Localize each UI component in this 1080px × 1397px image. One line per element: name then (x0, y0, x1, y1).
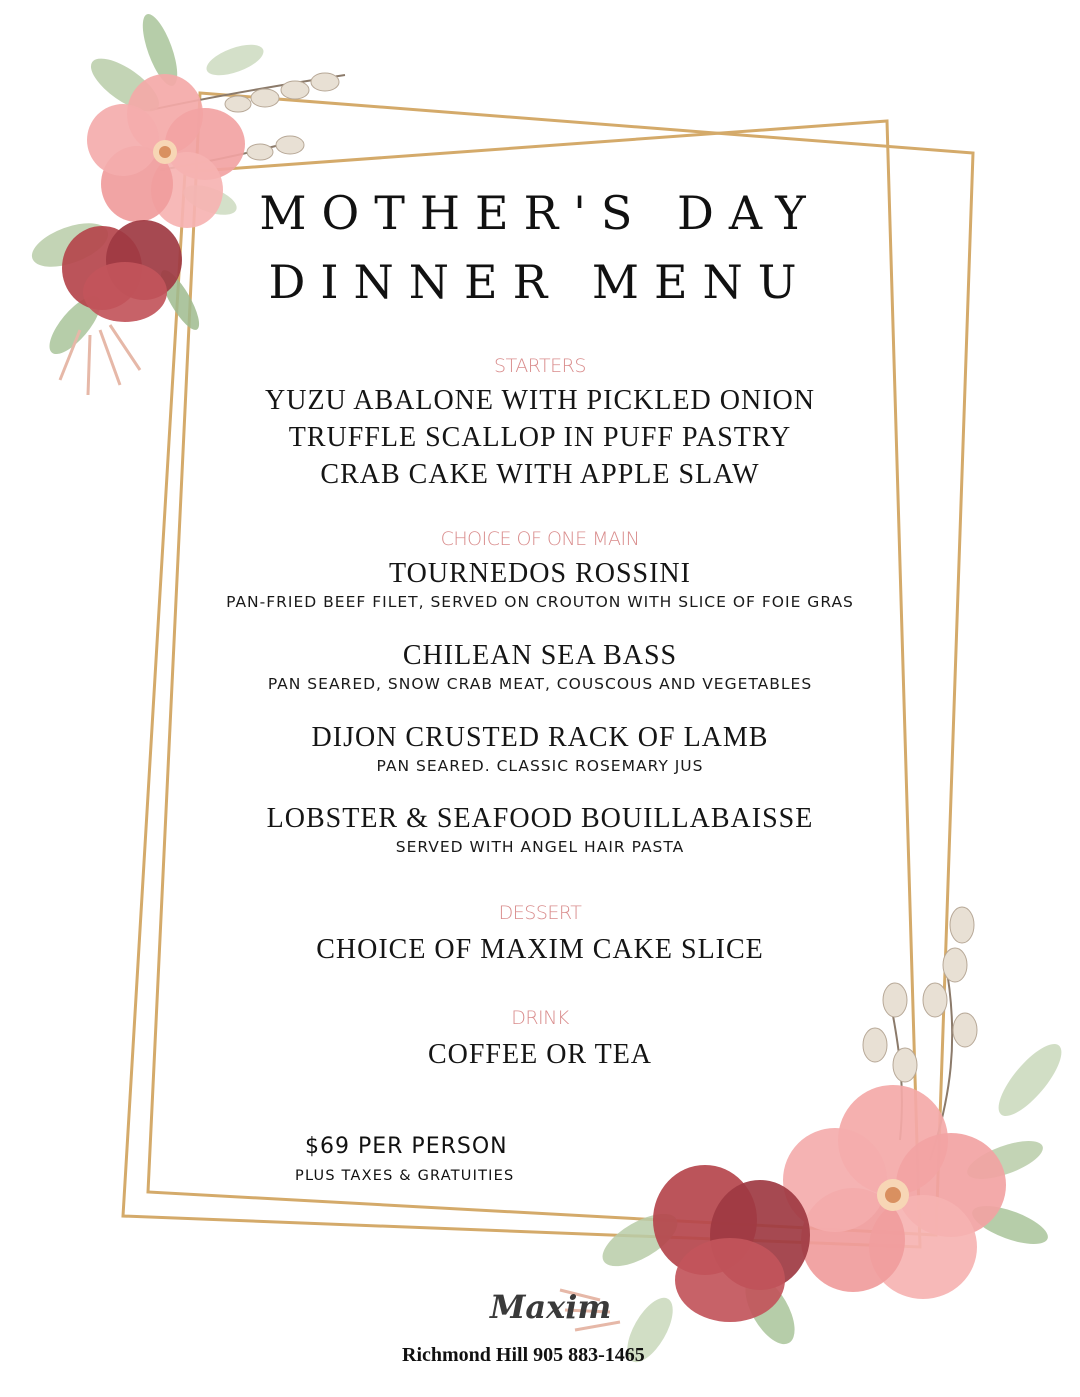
main-item-description: PAN SEARED. CLASSIC ROSEMARY JUS (376, 757, 704, 775)
location-phone: Richmond Hill 905 883-1465 (402, 1344, 645, 1366)
dessert-item: CHOICE OF MAXIM CAKE SLICE (316, 934, 764, 965)
main-item-name: CHILEAN SEA BASS (402, 640, 678, 671)
main-item-name: DIJON CRUSTED RACK OF LAMB (311, 722, 769, 753)
price: $69 PER PERSON (305, 1134, 508, 1159)
section-heading-mains: CHOICE OF ONE MAIN (440, 528, 640, 550)
section-heading-dessert: DESSERT (498, 902, 582, 924)
main-item-name: TOURNEDOS ROSSINI (389, 558, 691, 589)
maxim-logo: Maxim (490, 1288, 612, 1326)
main-item-description: PAN SEARED, SNOW CRAB MEAT, COUSCOUS AND VEGETABLES (267, 675, 813, 693)
drink-item: COFFEE OR TEA (427, 1039, 653, 1070)
title-line-2: DINNER MENU (268, 255, 812, 309)
starter-item: TRUFFLE SCALLOP IN PUFF PASTRY (288, 422, 792, 453)
section-heading-drink: DRINK (511, 1007, 569, 1029)
main-item-description: PAN-FRIED BEEF FILET, SERVED ON CROUTON WITH SLICE OF FOIE GRAS (226, 593, 854, 611)
main-item-description: SERVED WITH ANGEL HAIR PASTA (395, 838, 685, 856)
main-item-name: LOBSTER & SEAFOOD BOUILLABAISSE (266, 803, 814, 834)
floral-bottom-right (560, 907, 1071, 1369)
title-line-1: MOTHER'S DAY (259, 186, 821, 240)
price-note: PLUS TAXES & GRATUITIES (295, 1168, 515, 1184)
starter-item: CRAB CAKE WITH APPLE SLAW (320, 459, 760, 490)
starter-item: YUZU ABALONE WITH PICKLED ONION (265, 385, 815, 416)
section-heading-starters: STARTERS (494, 355, 586, 377)
